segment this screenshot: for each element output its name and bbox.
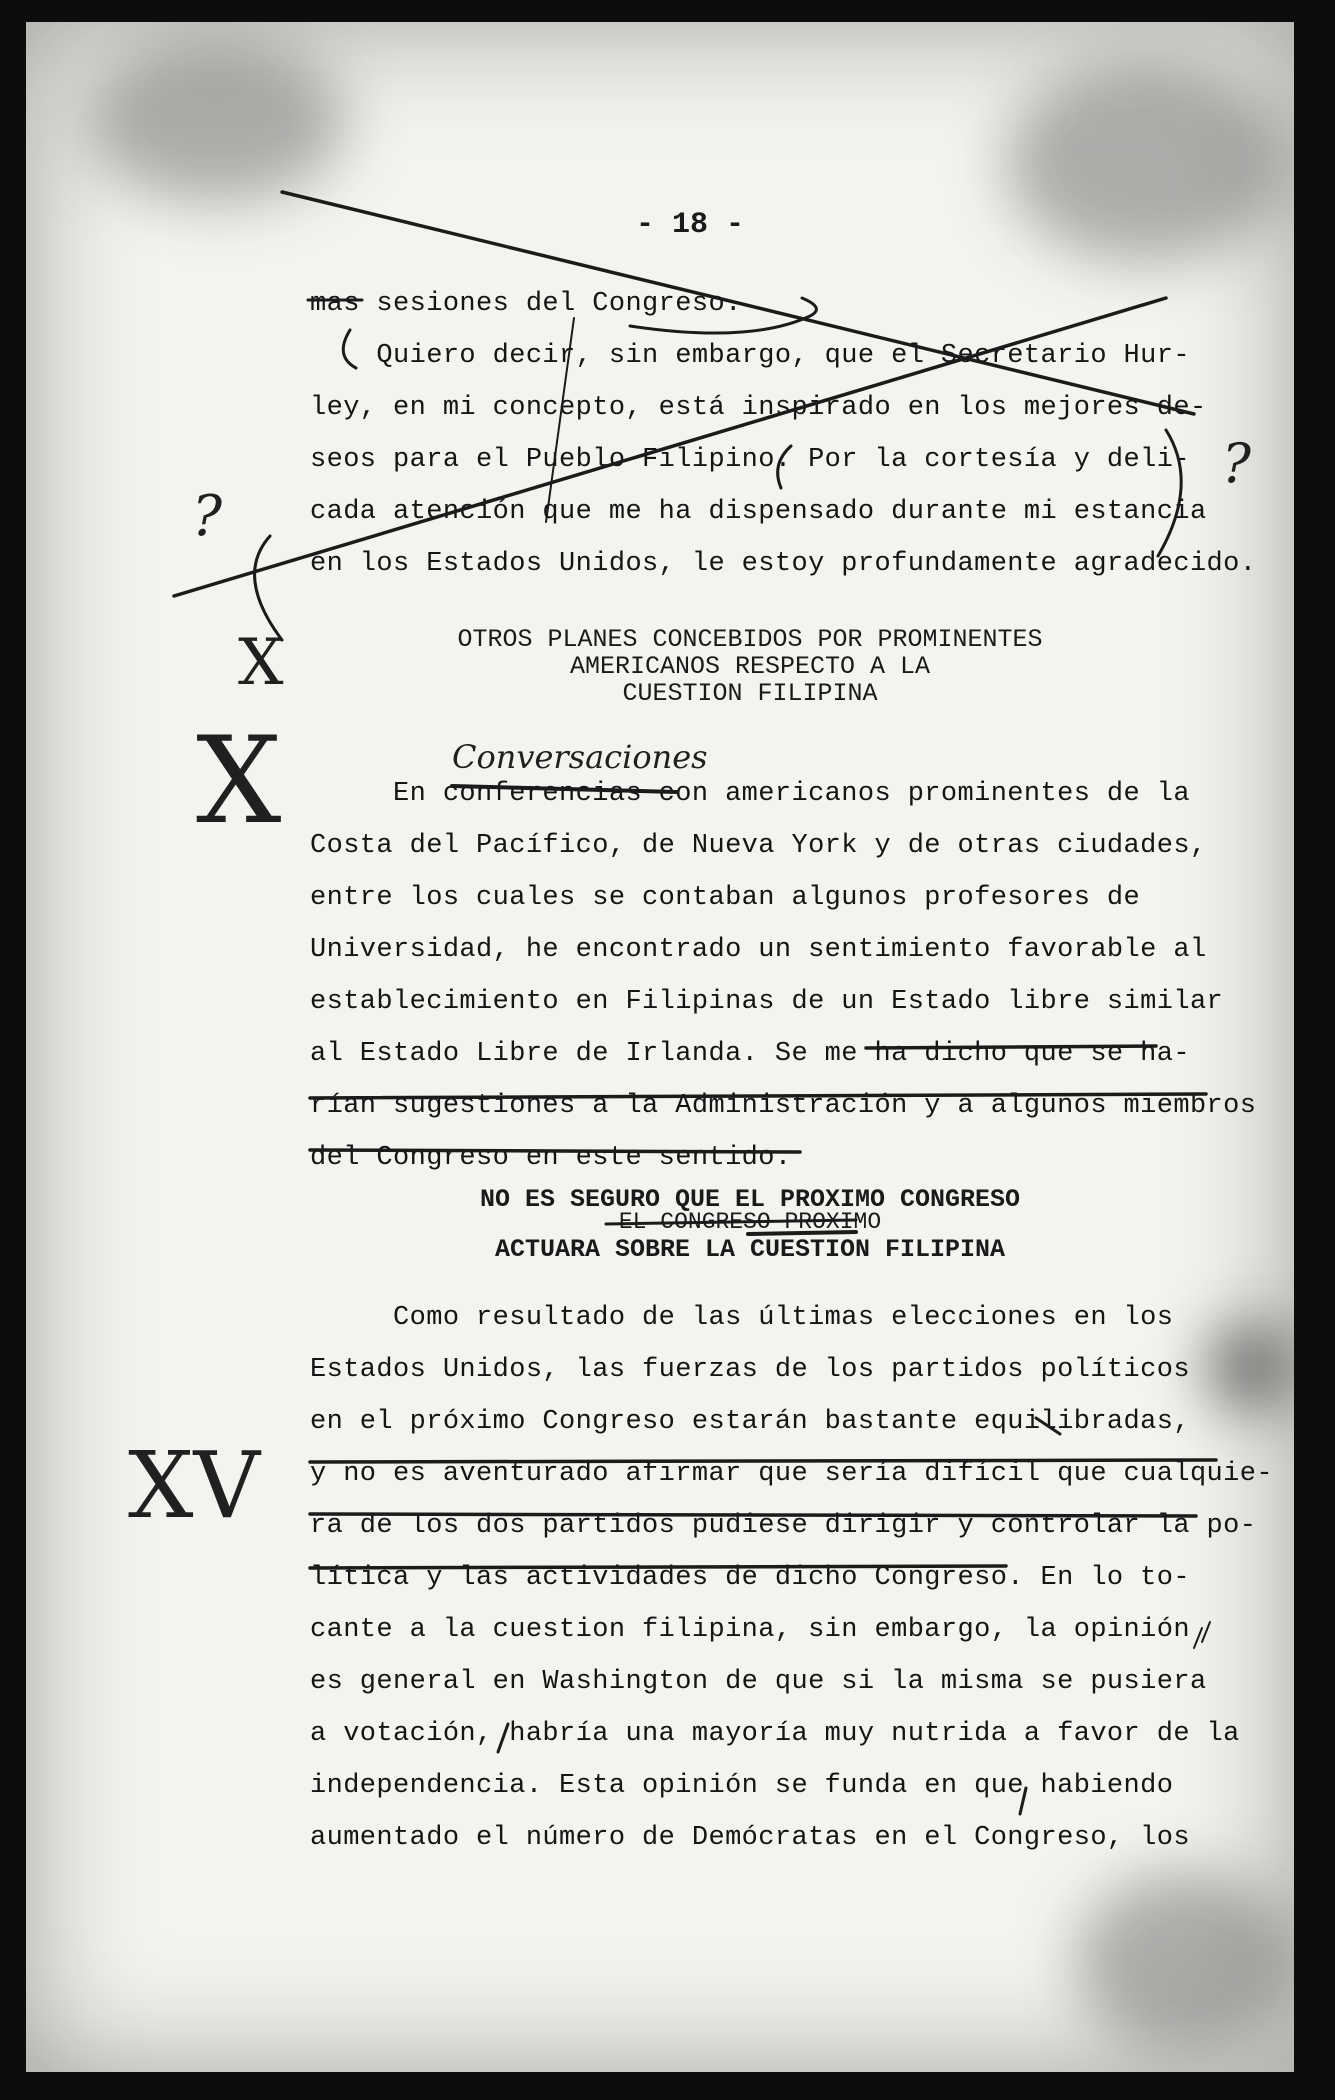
scan-smudge (86, 42, 346, 202)
heading-line: NO ES SEGURO QUE EL PROXIMO CONGRESO (479, 1185, 1021, 1214)
margin-question-mark-left: ? (192, 484, 223, 549)
margin-x-mark-small: X (238, 626, 284, 700)
margin-xv-mark: XV (128, 1432, 260, 1539)
text-line: rían sugestiones a la Administración y a algunos miembros (310, 1091, 1257, 1121)
heading-line: EL CONGRESO PROXIMO (618, 1209, 882, 1235)
text-line: es general en Washington de que si la misma se pusiera (310, 1667, 1207, 1697)
text-line: En conferencias con americanos prominentes de la (310, 779, 1190, 809)
text-line: ley, en mi concepto, está inspirado en los mejores de- (310, 393, 1207, 423)
text-line: ra de los dos partidos pudiese dirigir y controlar la po- (310, 1511, 1257, 1541)
text-line: cada atención que me ha dispensado durante mi estancia (310, 497, 1207, 527)
text-line: mas sesiones del Congreso. (310, 289, 742, 319)
text-line: en el próximo Congreso estarán bastante equilibradas, (310, 1407, 1190, 1437)
text-line: lítica y las actividades de dicho Congreso. En lo to- (310, 1563, 1190, 1593)
text-line: Quiero decir, sin embargo, que el Secretario Hur- (310, 341, 1190, 371)
margin-x-mark-large: X (196, 712, 282, 851)
heading-line: CUESTION FILIPINA (622, 679, 878, 708)
heading-line: ACTUARA SOBRE LA CUESTION FILIPINA (494, 1235, 1006, 1264)
text-line: al Estado Libre de Irlanda. Se me ha dicho que se ha- (310, 1039, 1190, 1069)
text-line: a votación, habría una mayoría muy nutrida a favor de la (310, 1719, 1240, 1749)
text-line: independencia. Esta opinión se funda en que habiendo (310, 1771, 1174, 1801)
text-line: Estados Unidos, las fuerzas de los partidos políticos (310, 1355, 1190, 1385)
scan-smudge (1076, 1872, 1294, 2052)
margin-slash-mark (1194, 1628, 1202, 1648)
heading-line: OTROS PLANES CONCEBIDOS POR PROMINENTES (457, 625, 1043, 654)
scan-smudge (1006, 62, 1286, 262)
margin-question-mark-right: ? (1222, 432, 1251, 495)
text-line: Costa del Pacífico, de Nueva York y de otras ciudades, (310, 831, 1207, 861)
text-line: en los Estados Unidos, le estoy profundamente agradecido. (310, 549, 1257, 579)
scan-smudge (1206, 1322, 1294, 1412)
text-line: entre los cuales se contaban algunos profesores de (310, 883, 1141, 913)
heading-line: AMERICANOS RESPECTO A LA (569, 652, 931, 681)
text-line: del Congreso en este sentido. (310, 1143, 792, 1173)
text-line: seos para el Pueblo Filipino. Por la cortesía y deli- (310, 445, 1190, 475)
text-line: Como resultado de las últimas elecciones en los (310, 1303, 1174, 1333)
text-line: Universidad, he encontrado un sentimiento favorable al (310, 935, 1207, 965)
handwritten-insertion: Conversaciones (452, 738, 708, 776)
bracket-left (255, 536, 282, 640)
text-line: cante a la cuestion filipina, sin embargo, la opinión (310, 1615, 1190, 1645)
text-line: y no es aventurado afirmar que sería difícil que cualquie- (310, 1459, 1273, 1489)
text-line: aumentado el número de Demócratas en el Congreso, los (310, 1823, 1190, 1853)
page-number: - 18 - (636, 208, 745, 242)
margin-slash-mark (1202, 1622, 1210, 1642)
document-page (26, 22, 1294, 2072)
text-line: establecimiento en Filipinas de un Estado libre similar (310, 987, 1224, 1017)
